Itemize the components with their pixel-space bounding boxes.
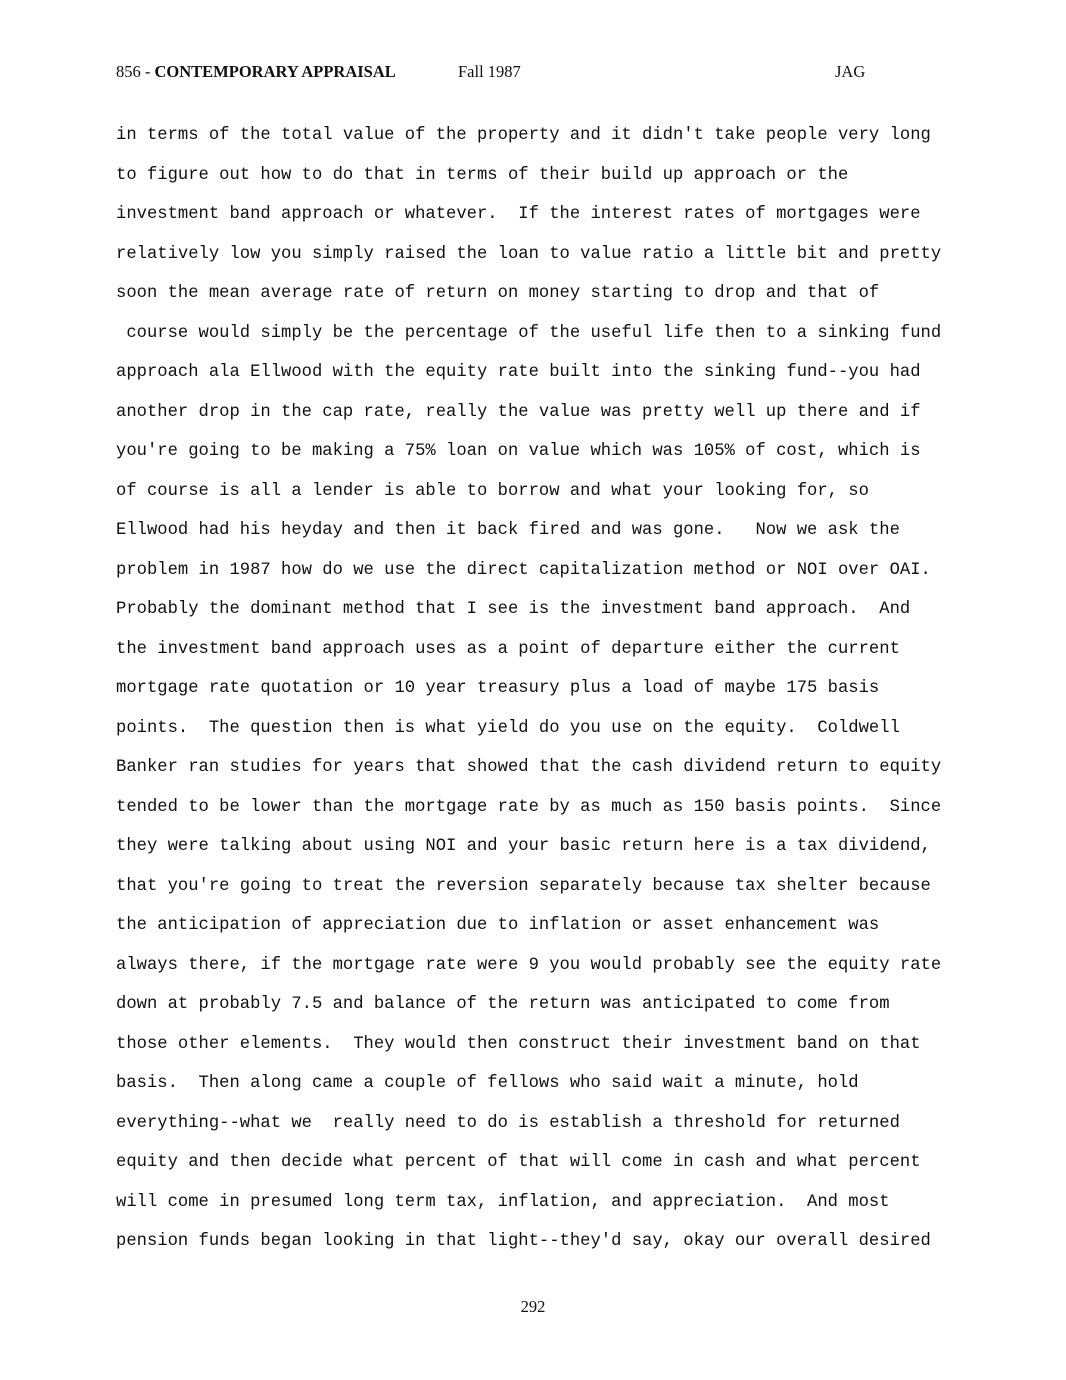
text-line: pension funds began looking in that light--they'd say, okay our overall desired	[116, 1232, 931, 1251]
text-line: investment band approach or whatever. If the interest rates of mortgages were	[116, 205, 921, 224]
text-line: of course is all a lender is able to borrow and what your looking for, so	[116, 481, 869, 501]
text-line: Ellwood had his heyday and then it back fired and was gone. Now we ask the	[116, 521, 900, 540]
text-line: Banker ran studies for years that showed that the cash dividend return to equity	[116, 758, 942, 777]
text-line: approach ala Ellwood with the equity rate built into the sinking fund--you had	[116, 363, 921, 382]
text-line: always there, if the mortgage rate were 9 you would probably see the equity rate	[116, 955, 942, 975]
page-number: 292	[520, 1297, 546, 1316]
text-line: tended to be lower than the mortgage rate by as much as 150 basis points. Since	[116, 797, 942, 817]
text-line: course would simply be the percentage of the useful life then to a sinking fund	[116, 323, 942, 343]
text-line: you're going to be making a 75% loan on value which was 105% of cost, which is	[116, 442, 921, 461]
text-line: the investment band approach uses as a point of departure either the current	[116, 639, 900, 659]
text-line: in terms of the total value of the property and it didn't take people very long	[116, 126, 931, 145]
text-line: to figure out how to do that in terms of their build up approach or the	[116, 165, 849, 185]
text-line: problem in 1987 how do we use the direct capitalization method or NOI over OAI.	[116, 560, 931, 580]
text-line: that you're going to treat the reversion separately because tax shelter because	[116, 876, 931, 896]
text-line: they were talking about using NOI and your basic return here is a tax dividend,	[116, 837, 931, 856]
page-header	[116, 62, 876, 86]
text-line: Probably the dominant method that I see is the investment band approach. And	[116, 600, 911, 619]
course-number: 856 -	[116, 62, 155, 81]
author-initials: JAG	[835, 62, 866, 81]
text-line: basis. Then along came a couple of fellows who said wait a minute, hold	[116, 1074, 859, 1093]
text-line: down at probably 7.5 and balance of the return was anticipated to come from	[116, 995, 890, 1014]
text-line: another drop in the cap rate, really the value was pretty well up there and if	[116, 402, 921, 422]
term-label: Fall 1987	[458, 62, 521, 81]
text-line: those other elements. They would then construct their investment band on that	[116, 1034, 921, 1054]
text-line: equity and then decide what percent of that will come in cash and what percent	[116, 1153, 921, 1172]
text-line: mortgage rate quotation or 10 year treasury plus a load of maybe 175 basis	[116, 679, 880, 698]
text-line: everything--what we really need to do is establish a threshold for returned	[116, 1113, 900, 1133]
transcript-body	[116, 116, 976, 1262]
text-line: points. The question then is what yield do you use on the equity. Coldwell	[116, 718, 900, 738]
text-line: will come in presumed long term tax, inflation, and appreciation. And most	[116, 1192, 890, 1212]
text-line: soon the mean average rate of return on money starting to drop and that of	[116, 284, 880, 303]
course-title: CONTEMPORARY APPRAISAL	[154, 62, 396, 81]
course-heading	[116, 62, 396, 82]
text-line: relatively low you simply raised the loan to value ratio a little bit and pretty	[116, 244, 942, 264]
text-line: the anticipation of appreciation due to inflation or asset enhancement was	[116, 916, 880, 935]
